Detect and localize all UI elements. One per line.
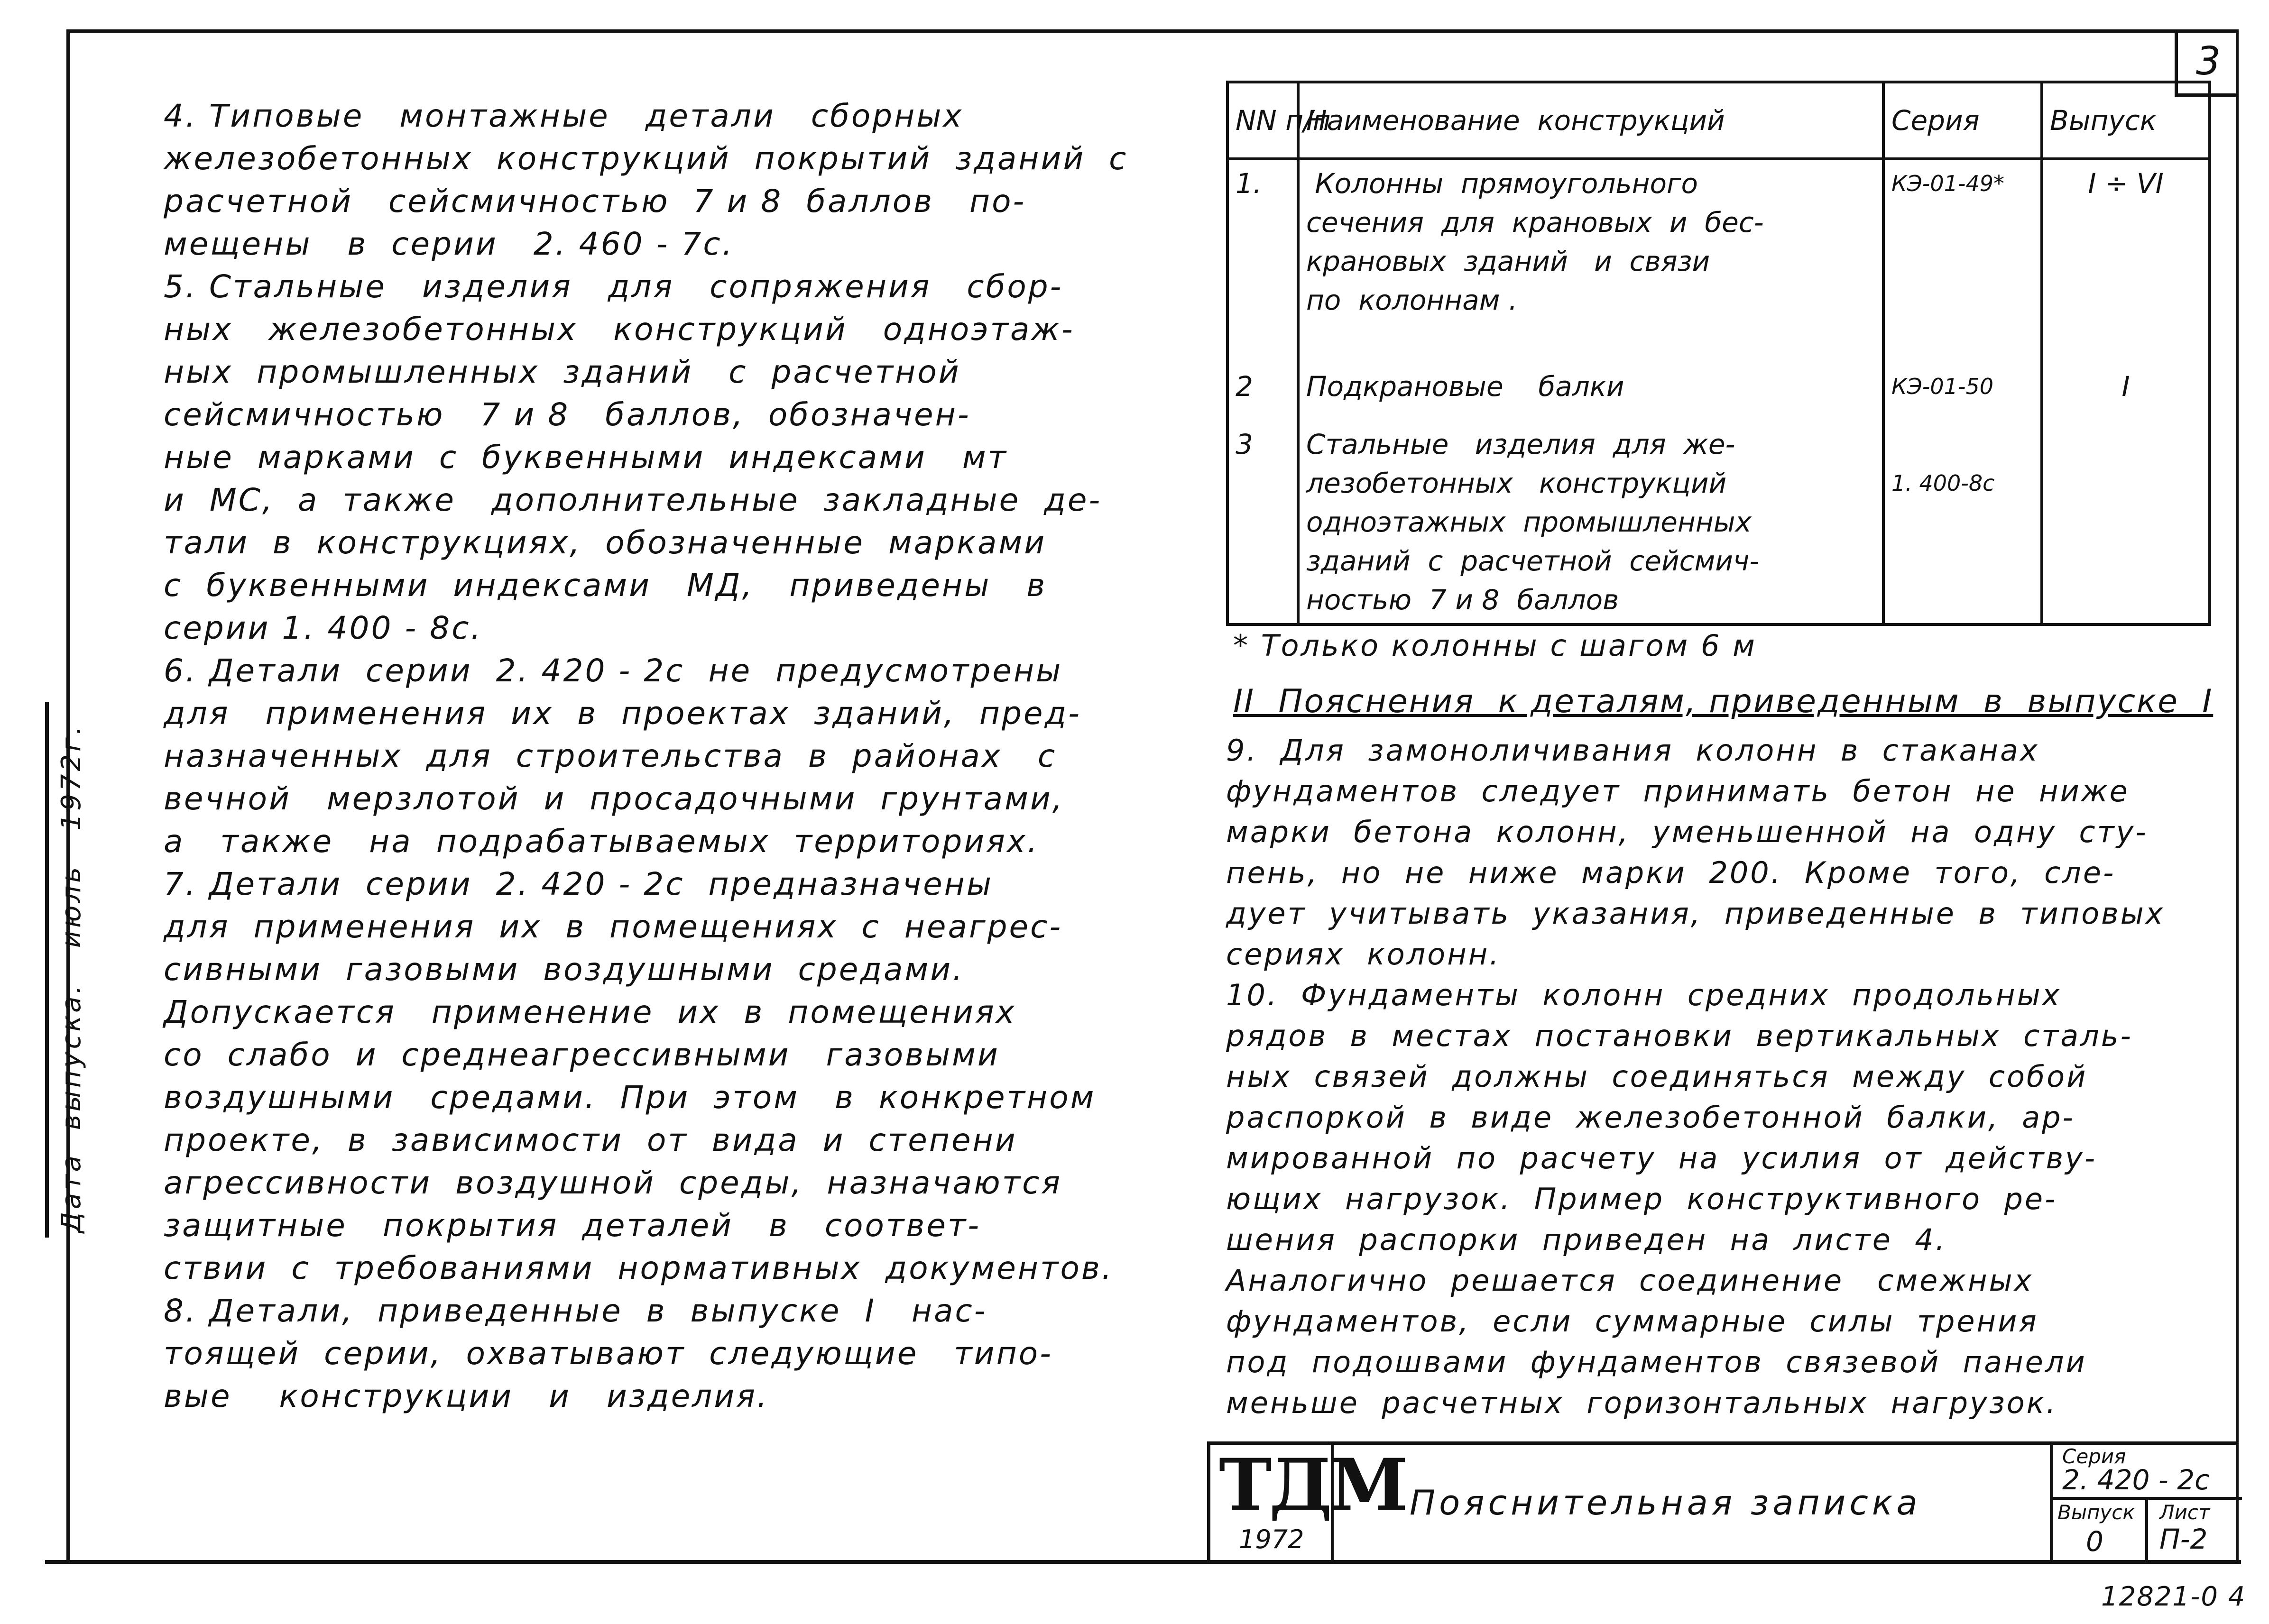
- text-line: ных промышленных зданий с расчетной: [164, 354, 961, 390]
- header-issue: Выпуск: [2042, 82, 2210, 159]
- text-line: под подошвами фундаментов связевой панели: [1226, 1345, 2087, 1379]
- text-line: воздушными средами. При этом в конкретном: [164, 1079, 1096, 1116]
- text-line: Аналогично решается соединение смежных: [1226, 1263, 2034, 1298]
- sheet-value: П-2: [2159, 1523, 2208, 1555]
- row-issue: I: [2042, 363, 2210, 421]
- header-number: NN п/п: [1227, 82, 1298, 159]
- text-line: а также на подрабатываемых территориях.: [164, 823, 1039, 860]
- row-number: 1.: [1227, 159, 1298, 363]
- series-label: Серия: [2062, 1445, 2126, 1468]
- release-date-note: Дата выпуска: июль 1972г.: [56, 723, 87, 1233]
- table-header-row: [1227, 82, 2210, 159]
- text-line: серии 1. 400 - 8с.: [164, 610, 483, 646]
- issue-value: 0: [2086, 1525, 2103, 1558]
- title-block: [1207, 1441, 2239, 1562]
- text-line: и МС, а также дополнительные закладные де-: [164, 482, 1102, 518]
- header-name: Наименование конструкций: [1298, 82, 1883, 159]
- row-series: КЭ-01-49*: [1883, 159, 2042, 363]
- text-line: дует учитывать указания, приведенные в типовых: [1226, 896, 2165, 931]
- sheet-label: Лист: [2159, 1501, 2210, 1524]
- text-line: 10. Фундаменты колонн средних продольных: [1226, 978, 2062, 1012]
- text-line: ющих нагрузок. Пример конструктивного ре-: [1226, 1182, 2057, 1216]
- text-line: 7. Детали серии 2. 420 - 2с предназначены: [164, 866, 993, 902]
- text-line: шения распорки приведен на листе 4.: [1226, 1222, 1947, 1257]
- tdm-logo: [1210, 1443, 1406, 1562]
- text-line: назначенных для строительства в районах с: [164, 738, 1057, 774]
- table-footnote: * Только колонны с шагом 6 м: [1233, 628, 1757, 663]
- text-line: железобетонных конструкций покрытий зданий с: [164, 140, 1128, 177]
- text-line: марки бетона колонн, уменьшенной на одну сту-: [1226, 815, 2148, 849]
- text-line: для применения их в помещениях с неагрес-: [164, 908, 1063, 945]
- text-line: для применения их в проектах зданий, пред-: [164, 695, 1081, 732]
- text-line: тали в конструкциях, обозначенные марками: [164, 524, 1047, 561]
- text-line: ных железобетонных конструкций одноэтаж-: [164, 311, 1075, 348]
- document-title: Пояснительная записка: [1410, 1483, 1921, 1523]
- constructions-table: [1226, 81, 2211, 626]
- text-line: 4. Типовые монтажные детали сборных: [164, 98, 964, 134]
- text-line: мированной по расчету на усилия от действу-: [1226, 1141, 2097, 1175]
- text-line: ных связей должны соединяться между собой: [1226, 1059, 2088, 1094]
- row-name: Колонны прямоугольного сечения для крановых и бес- крановых зданий и связи по колоннам .: [1298, 159, 1883, 363]
- table-row: [1227, 363, 2210, 421]
- text-line: проекте, в зависимости от вида и степени: [164, 1122, 1017, 1158]
- left-column-text: [164, 95, 1126, 1418]
- text-line: расчетной сейсмичностью 7 и 8 баллов по-: [164, 183, 1026, 220]
- text-line: рядов в местах постановки вертикальных сталь-: [1226, 1018, 2133, 1053]
- text-line: мещены в серии 2. 460 - 7с.: [164, 226, 734, 262]
- archive-number: 12821-0 4: [2101, 1581, 2246, 1612]
- text-line: сериях колонн.: [1226, 937, 1501, 972]
- text-line: 6. Детали серии 2. 420 - 2с не предусмотрены: [164, 652, 1063, 689]
- issue-label: Выпуск: [2057, 1501, 2135, 1524]
- row-issue: [2042, 421, 2210, 624]
- text-line: фундаментов следует принимать бетон не ниже: [1226, 774, 2130, 808]
- text-line: агрессивности воздушной среды, назначаются: [164, 1165, 1062, 1201]
- title-block-info: [2050, 1445, 2242, 1562]
- series-value: 2. 420 - 2с: [2062, 1464, 2210, 1496]
- logo-mark: ТДМ: [1219, 1443, 1406, 1527]
- table-row: [1227, 421, 2210, 624]
- text-line: ные марками с буквенными индексами мт: [164, 439, 1008, 476]
- section-title: II Пояснения к деталям, приведенным в выпуске I: [1233, 683, 2214, 720]
- text-line: сивными газовыми воздушными средами.: [164, 951, 965, 988]
- text-line: 5. Стальные изделия для сопряжения сбор-: [164, 268, 1063, 305]
- text-line: вые конструкции и изделия.: [164, 1378, 769, 1414]
- row-series: КЭ-01-50: [1883, 363, 2042, 421]
- text-line: ствии с требованиями нормативных документов.: [164, 1250, 1114, 1286]
- text-line: пень, но не ниже марки 200. Кроме того, сле-: [1226, 855, 2116, 890]
- logo-year: 1972: [1239, 1524, 1304, 1554]
- table-row: [1227, 159, 2210, 363]
- row-number: 3: [1227, 421, 1298, 624]
- right-column-text: [1226, 730, 2213, 1423]
- text-line: меньше расчетных горизонтальных нагрузок.: [1226, 1385, 2057, 1420]
- row-issue: I ÷ VI: [2042, 159, 2210, 363]
- text-line: со слабо и среднеагрессивными газовыми: [164, 1037, 1000, 1073]
- row-name: Стальные изделия для же- лезобетонных конструкций одноэтажных промышленных зданий с расчетной сейсмич- ностью 7 и 8 баллов: [1298, 421, 1883, 624]
- text-line: с буквенными индексами МД, приведены в: [164, 567, 1047, 604]
- row-series: 1. 400-8с: [1883, 421, 2042, 624]
- text-line: 8. Детали, приведенные в выпуске I нас-: [164, 1293, 987, 1329]
- text-line: сейсмичностью 7 и 8 баллов, обозначен-: [164, 396, 971, 433]
- side-bar: [45, 702, 49, 1238]
- text-line: Допускается применение их в помещениях: [164, 994, 1016, 1030]
- text-line: 9. Для замоноличивания колонн в стаканах: [1226, 733, 2039, 768]
- text-line: распоркой в виде железобетонной балки, ар-: [1226, 1100, 2075, 1135]
- text-line: вечной мерзлотой и просадочными грунтами,: [164, 780, 1064, 817]
- row-number: 2: [1227, 363, 1298, 421]
- text-line: тоящей серии, охватывают следующие типо-: [164, 1335, 1053, 1372]
- text-line: защитные покрытия деталей в соответ-: [164, 1207, 981, 1244]
- sheet-number-text: 3: [2195, 39, 2221, 84]
- text-line: фундаментов, если суммарные силы трения: [1226, 1304, 2038, 1339]
- header-series: Серия: [1883, 82, 2042, 159]
- row-name: Подкрановые балки: [1298, 363, 1883, 421]
